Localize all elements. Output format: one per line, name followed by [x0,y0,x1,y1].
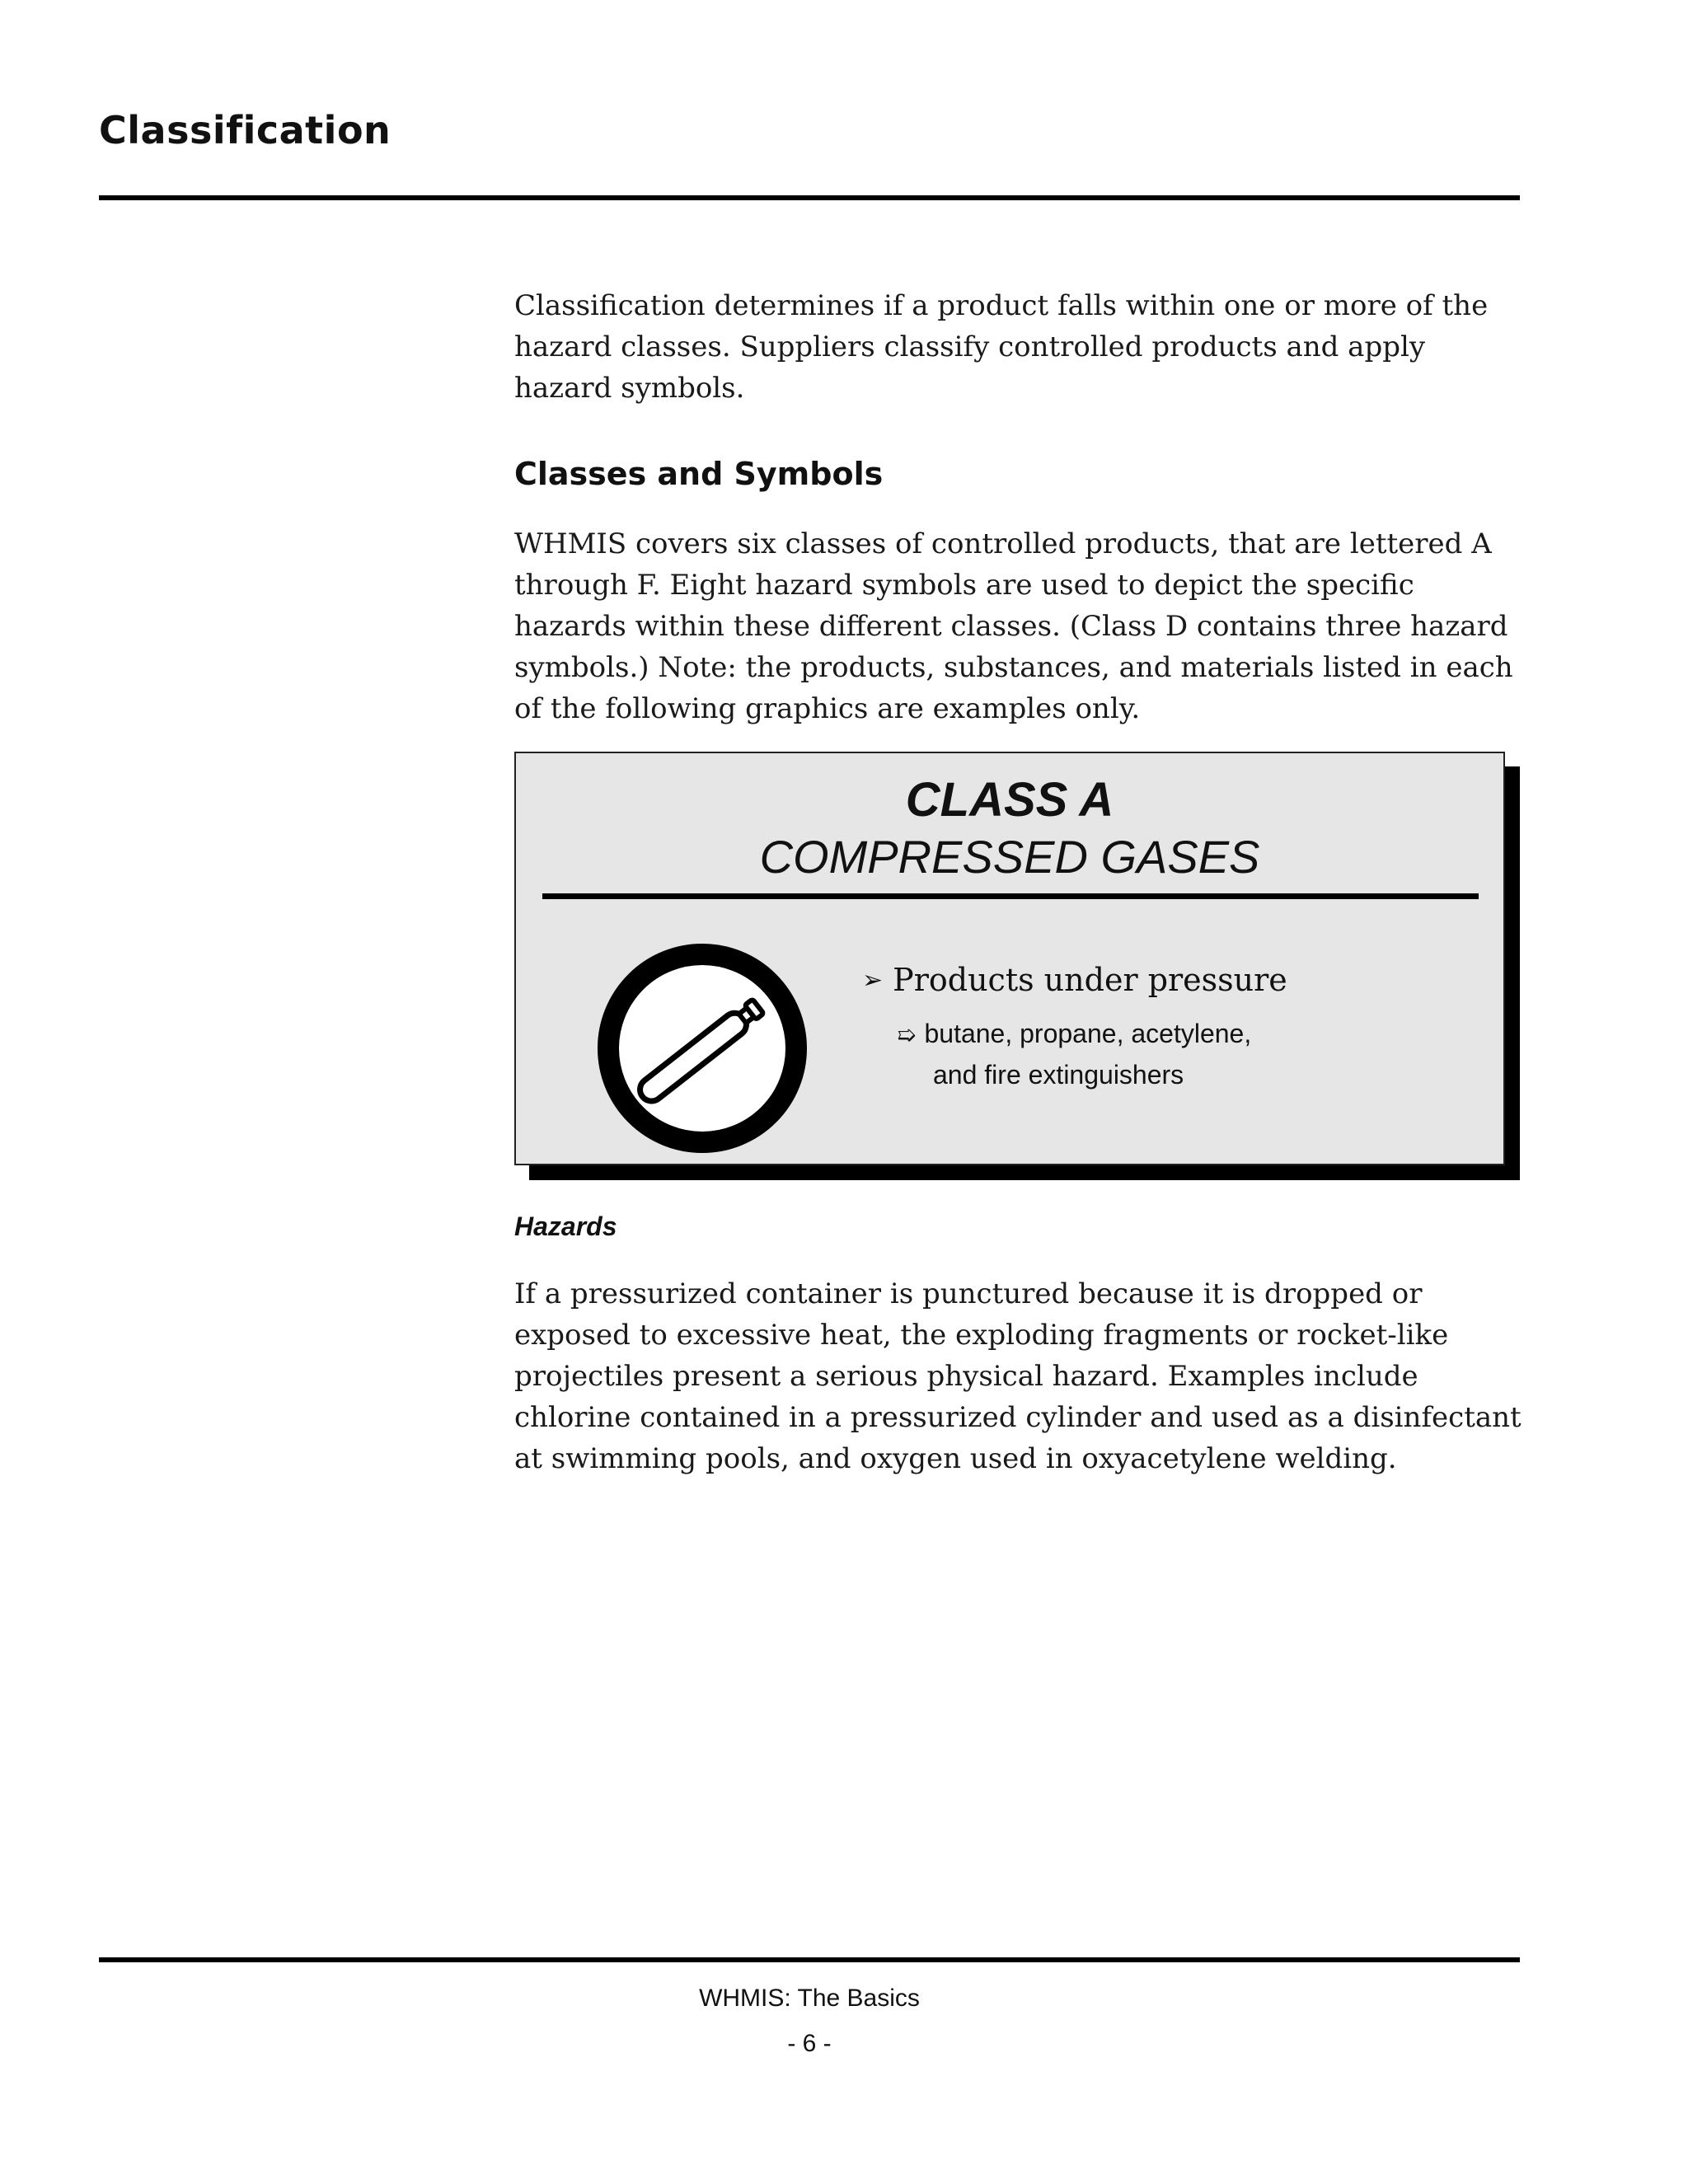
examples-line-2: and fire extinguishers [933,1060,1184,1090]
curved-arrow-icon: ➯ [897,1021,917,1048]
page-title: Classification [99,108,392,152]
examples-line-1: butane, propane, acetylene, [924,1019,1252,1048]
compressed-gas-cylinder-icon [595,941,809,1155]
class-card [514,752,1505,1165]
footer-title: WHMIS: The Basics [699,1985,920,2012]
class-card-title: CLASS A [905,773,1114,827]
class-card-divider [542,893,1479,899]
bullet-text: Products under pressure [893,962,1287,998]
classes-paragraph: WHMIS covers six classes of controlled products, that are lettered A through F. Eight hazard symbols are used to depict the specific hazards within these different classes. (Class D contains three hazard symbols.) Note: the products, substances, and materials listed in each of the following graphics are examples only. [514,527,1513,725]
class-card-examples [897,1014,1251,1094]
footer-divider [99,1957,1520,1962]
section-heading: Classes and Symbols [514,456,884,492]
intro-paragraph: Classification determines if a product falls within one or more of the hazard classes. Suppliers classify controlled products and apply hazard symbols. [514,289,1489,405]
class-card-subtitle: COMPRESSED GASES [759,831,1260,883]
class-card-bullet [862,964,1287,996]
hazards-heading: Hazards [514,1212,617,1241]
page-number: - 6 - [787,2030,832,2057]
hazards-paragraph: If a pressurized container is punctured because it is dropped or exposed to excessive heat, the exploding fragments or rocket-like projectiles present a serious physical hazard. Examples include chlorine contained in a pressurized cylinder and used as a disinfectant at swimming pools, and oxygen used in oxyacetylene welding. [514,1277,1522,1475]
arrow-bullet-icon: ➢ [862,966,884,995]
header-divider [99,195,1520,200]
